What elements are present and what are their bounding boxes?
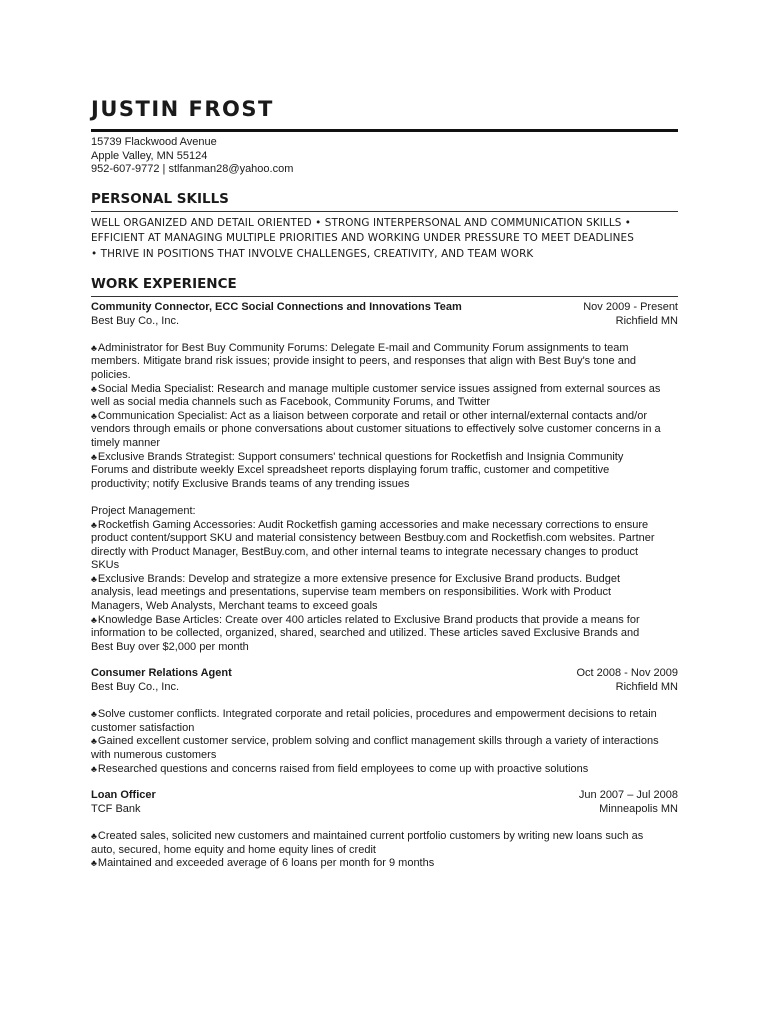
bullet-line [91,708,678,722]
bullet-text: Communication Specialist: Act as a liaison between corporate and retail or other internal/external contacts and/or [97,409,647,422]
bullet-line [91,735,678,749]
job-header-row [91,301,678,315]
bullet-item [91,614,678,655]
bullet-item [91,410,678,451]
bullet-line [91,464,678,478]
club-bullet-icon: ♣ [91,736,97,747]
bullet-item [91,573,678,614]
bullet-line [91,519,678,533]
bullet-line [91,722,678,736]
club-bullet-icon: ♣ [91,410,97,421]
bullet-text: timely manner [91,436,161,449]
bullet-item [91,708,678,735]
bullet-line [91,573,678,587]
club-bullet-icon: ♣ [91,451,97,462]
job-company-row [91,681,678,695]
club-bullet-icon: ♣ [91,763,97,774]
job-title: Community Connector, ECC Social Connections and Innovations Team [91,301,462,313]
bullet-text: members. Mitigate brand risk issues; provide insight to peers, and responses that align with Best Buy's tone and [91,355,637,368]
bullet-text: auto, secured, home equity and home equity lines of credit [91,843,376,856]
job-title: Consumer Relations Agent [91,667,232,680]
spacer [91,816,678,830]
club-bullet-icon: ♣ [91,614,97,625]
bullet-item [91,735,678,762]
bullet-text: Rocketfish Gaming Accessories: Audit Rocketfish gaming accessories and make necessary corrections to ensure [97,518,649,531]
club-bullet-icon: ♣ [91,383,97,394]
bullet-text: Managers, Web Analysts, Merchant teams to exceed goals [91,600,378,613]
bullet-line [91,355,678,369]
jobs-list [91,301,678,871]
bullet-line [91,763,678,777]
job-location: Richfield MN [615,314,678,327]
skills-line: WELL ORGANIZED AND DETAIL ORIENTED • STRONG INTERPERSONAL AND COMMUNICATION SKILLS • [91,216,632,229]
resume-page [91,96,678,871]
bullet-line [91,423,678,437]
bullet-line [91,437,678,451]
bullet-line [91,478,678,492]
bullet-line [91,857,678,871]
club-bullet-icon: ♣ [91,519,97,530]
bullet-text: productivity; notify Exclusive Brands teams of any trending issues [91,477,410,490]
bullet-line [91,451,678,465]
skills-line: • THRIVE IN POSITIONS THAT INVOLVE CHALLENGES, CREATIVITY, AND TEAM WORK [91,247,534,260]
bullet-line [91,532,678,546]
job-location: Richfield MN [615,681,678,694]
job-dates: Jun 2007 – Jul 2008 [578,789,678,802]
spacer [91,695,678,709]
bullet-line [91,830,678,844]
bullet-text: Maintained and exceeded average of 6 loans per month for 9 months [97,857,435,870]
bullet-item [91,519,678,573]
club-bullet-icon: ♣ [91,858,97,869]
company-name: Best Buy Co., Inc. [91,681,180,694]
bullet-text: Administrator for Best Buy Community Forums: Delegate E-mail and Community Forum assignments to team [97,341,629,354]
bullet-line [91,369,678,383]
header-divider [91,129,678,132]
bullet-text: Solve customer conflicts. Integrated corporate and retail policies, procedures and empowerment decisions to retain [97,708,657,721]
bullet-item [91,342,678,383]
job-entry [91,789,678,871]
company-name: Best Buy Co., Inc. [91,314,180,327]
bullet-line [91,342,678,356]
job-spacer [91,776,678,789]
bullet-text: vendors through emails or phone conversations about customer situations to effectively solve customer concerns in a [91,423,661,436]
bullet-text: analysis, lead meetings and presentations, supervise team members on responsibilities. Work with Product [91,586,612,599]
job-location: Minneapolis MN [599,802,678,815]
job-company-row [91,803,678,817]
job-entry [91,301,678,654]
project-management-heading: Project Management: [91,504,196,517]
bullet-text: well as social media channels such as Facebook, Community Forums, and Twitter [91,396,491,409]
job-title: Loan Officer [91,789,156,802]
bullet-text: Forums and distribute weekly Excel spreadsheet reports displaying forum traffic, customer and competitive [91,464,610,477]
job-header-row [91,789,678,803]
bullet-text: policies. [91,368,131,381]
job-header-row [91,667,678,681]
bullet-text: product content/support SKU and material consistency between Bestbuy.com and Rocketfish.com websites. Partner [91,532,655,545]
bullet-line [91,383,678,397]
work-divider [91,296,678,297]
candidate-name: JUSTIN FROST [91,97,274,121]
company-name: TCF Bank [91,802,141,815]
bullet-text: SKUs [91,559,120,572]
bullet-line [91,749,678,763]
bullet-text: Social Media Specialist: Research and manage multiple customer service issues assigned from external sources as [97,382,661,395]
bullet-item [91,857,678,871]
bullet-line [91,559,678,573]
bullet-item [91,763,678,777]
address-line: 15739 Flackwood Avenue [91,136,217,148]
club-bullet-icon: ♣ [91,709,97,720]
bullet-text: Best Buy over $2,000 per month [91,640,249,653]
club-bullet-icon: ♣ [91,830,97,841]
bullet-line [91,396,678,410]
bullet-item [91,830,678,857]
phone-email-line: 952-607-9772 | stlfanman28@yahoo.com [91,163,294,175]
bullet-line [91,586,678,600]
bullet-text: Created sales, solicited new customers and maintained current portfolio customers by writing new loans such as [97,829,644,842]
bullet-text: Exclusive Brands Strategist: Support consumers' technical questions for Rocketfish and Insignia Community [97,450,624,463]
skills-section-title: PERSONAL SKILLS [91,190,229,207]
bullet-text: customer satisfaction [91,721,195,734]
bullet-text: with numerous customers [91,749,217,761]
bullet-line [91,627,678,641]
bullet-text: information to be collected, organized, shared, searched and utilized. These articles saved Exclusive Brands and [91,627,640,640]
job-dates: Oct 2008 - Nov 2009 [576,667,678,680]
bullet-line [91,641,678,655]
contact-block [91,136,678,177]
spacer [91,328,678,342]
bullet-item [91,451,678,492]
bullet-line [91,410,678,424]
bullet-text: Gained excellent customer service, problem solving and conflict management skills through a variety of interactions [97,735,659,748]
bullet-text: Exclusive Brands: Develop and strategize a more extensive presence for Exclusive Brand products. Budget [97,572,621,585]
bullet-text: Researched questions and concerns raised from field employees to come up with proactive solutions [97,762,589,775]
skills-line: EFFICIENT AT MANAGING MULTIPLE PRIORITIES AND WORKING UNDER PRESSURE TO MEET DEADLINES [91,232,634,244]
bullet-line [91,546,678,560]
bullet-text: directly with Product Manager, BestBuy.com, and other internal teams to integrate necessary changes to product [91,545,639,558]
spacer [91,491,678,505]
job-entry [91,667,678,776]
work-section-title: WORK EXPERIENCE [91,276,237,292]
city-line: Apple Valley, MN 55124 [91,149,208,162]
bullet-line [91,844,678,858]
bullet-text: Knowledge Base Articles: Create over 400 articles related to Exclusive Brand products that provide a means for [97,613,640,626]
skills-divider [91,211,678,212]
club-bullet-icon: ♣ [91,573,97,584]
skills-text [91,216,678,263]
club-bullet-icon: ♣ [91,342,97,353]
job-company-row [91,315,678,329]
bullet-item [91,383,678,410]
bullet-line [91,600,678,614]
job-dates: Nov 2009 - Present [583,301,678,313]
job-spacer [91,654,678,667]
bullet-line [91,614,678,628]
